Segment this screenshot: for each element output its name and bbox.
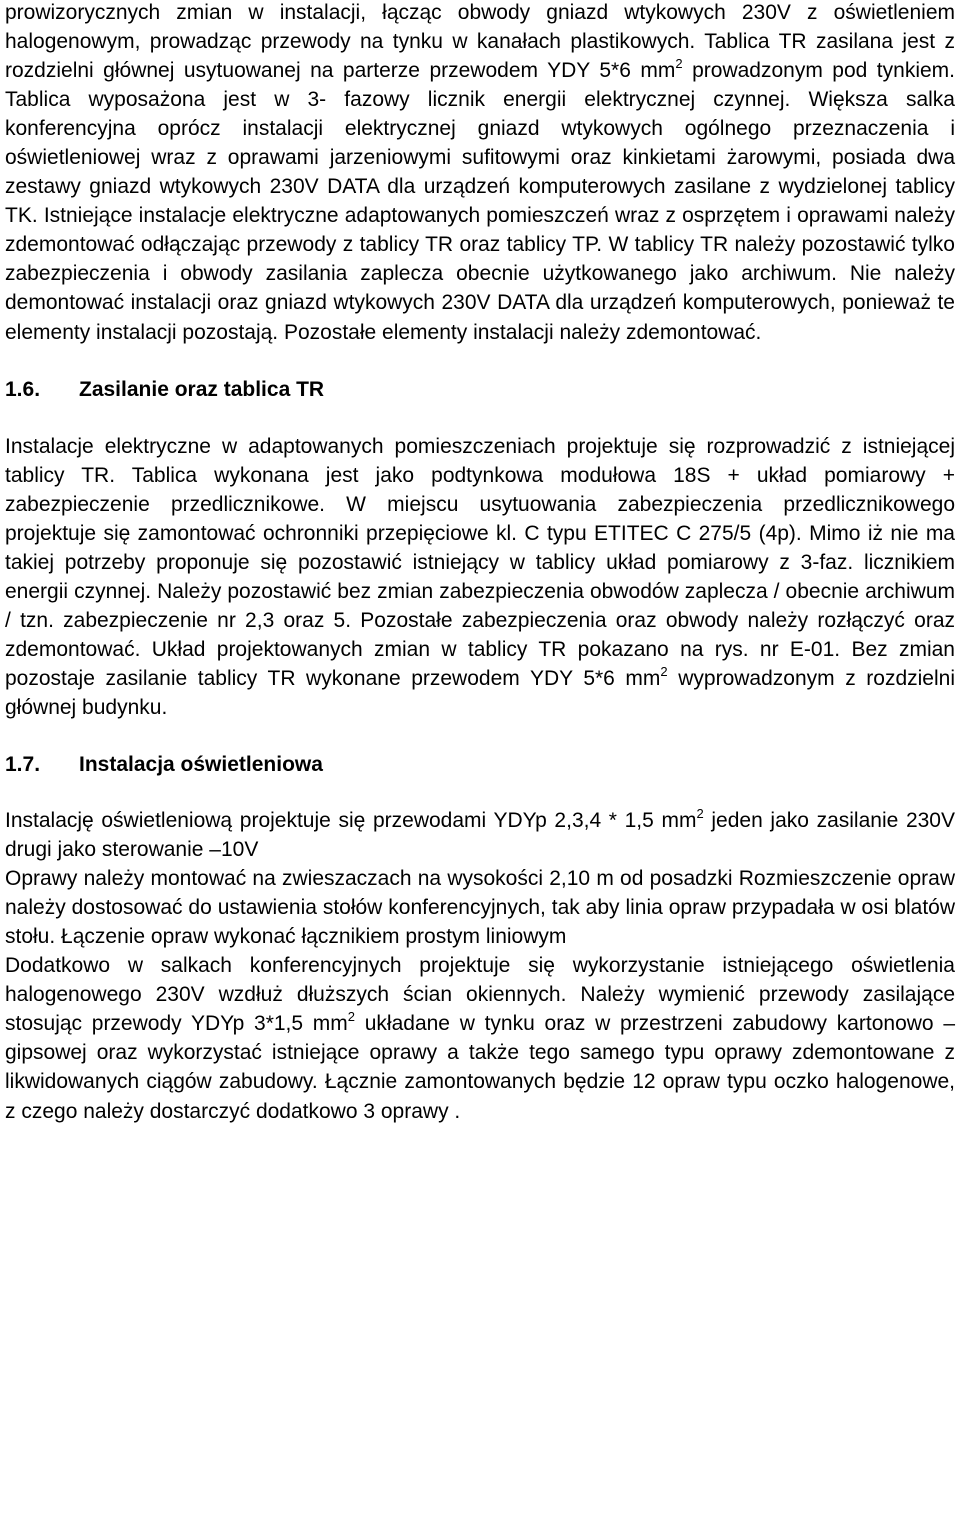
paragraph-text: Dodatkowo w salkach konferencyjnych projektuje się wykorzystanie istniejącego oświetlenia halogenowego 230V wzdłuż dłuższych ścian okiennych. Należy wymienić przewody zasilające stosując przewody YDYp 3*1,5 mm bbox=[5, 954, 955, 1036]
paragraph-text: Instalacje elektryczne w adaptowanych pomieszczeniach projektuje się rozprowadzić z istniejącej tablicy TR. Tablica wykonana jest jako podtynkowa modułowa 18S + układ pomiarowy + zabezpieczenie przedlicznikowe. W miejscu usytuowania zabezpieczenia przedlicznikowego projektuje się zamontować ochronniki przepięciowe kl. C typu ETITEC C 275/5 (4p). Mimo iż nie ma takiej potrzeby proponuje się pozostawić istniejący w tablicy układ pomiarowy z 3-faz. licznikiem energii czynnej. Należy pozostawić bez zmian zabezpieczenia obwodów zaplecza / obecnie archiwum / tzn. zabezpieczenie nr 2,3 oraz 5. Pozostałe zabezpieczenia oraz obwody należy rozłączyć oraz zdemontować. Układ projektowanych zmian w tablicy TR pokazano na rys. nr E-01. Bez zmian pozostaje zasilanie tablicy TR wykonane przewodem YDY 5*6 mm bbox=[5, 434, 955, 690]
section-title: Instalacja oświetleniowa bbox=[79, 753, 323, 777]
section-heading-1-6 bbox=[5, 375, 955, 404]
section-title: Zasilanie oraz tablica TR bbox=[79, 377, 325, 401]
superscript: 2 bbox=[347, 1009, 356, 1025]
paragraph-lighting bbox=[5, 806, 955, 864]
paragraph-text: prowizorycznych zmian w instalacji, łącząc obwody gniazd wtykowych 230V z oświetleniem halogenowym, prowadząc przewody na tynku w kanałach plastikowych. Tablica TR zasilana jest z rozdzielni głównej usytuowanej na parterze przewodem YDY 5*6 mm bbox=[5, 1, 955, 83]
section-number: 1.7. bbox=[5, 753, 41, 777]
paragraph-text: układane w tynku oraz w przestrzeni zabudowy kartonowo – gipsowej oraz wykorzystać istniejące oprawy a także tego samego typu oprawy zdemontowane z likwidowanych ciągów zabudowy. Łącznie zamontowanych będzie 12 opraw typu oczko halogenowe, z czego należy dostarczyć dodatkowo 3 oprawy . bbox=[5, 1012, 956, 1123]
section-number: 1.6. bbox=[5, 377, 41, 401]
superscript: 2 bbox=[696, 806, 704, 822]
paragraph-text: jeden jako zasilanie 230V drugi jako sterowanie –10V bbox=[5, 809, 955, 862]
paragraph-power-supply bbox=[5, 432, 955, 722]
paragraph-halogen bbox=[5, 951, 955, 1125]
paragraph-text: prowadzonym pod tynkiem. Tablica wyposażona jest w 3- fazowy licznik energii elektrycznej czynnej. Większa salka konferencyjna oprócz instalacji elektrycznej gniazd wtykowych ogólnego przeznaczenia i oświetleniowej wraz z oprawami jarzeniowymi sufitowymi oraz kinkietami żarowymi, posiada dwa zestawy gniazd wtykowych 230V DATA dla urządzeń komputerowych zasilane z wydzielonej tablicy TK. Istniejące instalacje elektryczne adaptowanych pomieszczeń wraz z osprzętem i oprawami należy zdemontować odłączając przewody z tablicy TR oraz tablicy TP. W tablicy TR należy pozostawić tylko zabezpieczenia i obwody zasilania zaplecza obecnie użytkowanego jako archiwum. Nie należy demontować instalacji oraz gniazd wtykowych 230V DATA dla urządzeń komputerowych, ponieważ te elementy instalacji pozostają. Pozostałe elementy instalacji należy zdemontować. bbox=[5, 59, 955, 344]
paragraph-text: Instalację oświetleniową projektuje się przewodami YDYp 2,3,4 * 1,5 mm bbox=[5, 809, 697, 833]
section-heading-1-7 bbox=[5, 750, 955, 779]
paragraph-installation-changes bbox=[5, 0, 955, 347]
superscript: 2 bbox=[675, 56, 683, 72]
paragraph-text: wyprowadzonym z rozdzielni głównej budynku. bbox=[5, 666, 955, 719]
paragraph-mounting: Oprawy należy montować na zwieszaczach na wysokości 2,10 m od posadzki Rozmieszczenie opraw należy dostosować do ustawienia stołów konferencyjnych, tak aby linia opraw przypadała w osi blatów stołu. Łączenie opraw wykonać łącznikiem prostym liniowym bbox=[5, 867, 955, 949]
superscript: 2 bbox=[660, 663, 668, 679]
